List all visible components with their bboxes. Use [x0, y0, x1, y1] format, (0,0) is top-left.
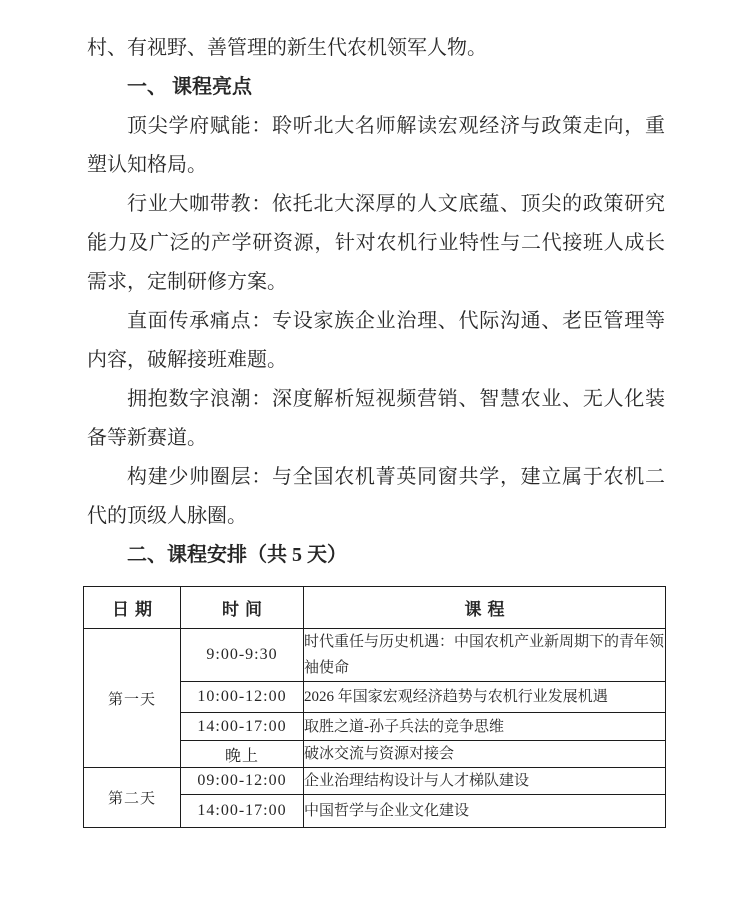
header-time: 时间 — [181, 587, 304, 629]
schedule-day-cell: 第一天 — [84, 629, 181, 768]
schedule-time-cell: 14:00-17:00 — [181, 795, 304, 828]
intro-paragraph-continuation: 村、有视野、善管理的新生代农机领军人物。 — [87, 37, 487, 59]
header-course: 课程 — [304, 587, 666, 629]
section1-paragraph-5: 构建少帅圈层：与全国农机菁英同窗共学，建立属于农机二代的顶级人脉圈。 — [87, 466, 665, 527]
schedule-day-cell: 第二天 — [84, 768, 181, 828]
schedule-course-cell: 破冰交流与资源对接会 — [304, 741, 666, 768]
section1-paragraph-4: 拥抱数字浪潮：深度解析短视频营销、智慧农业、无人化装备等新赛道。 — [87, 388, 665, 449]
schedule-time-cell: 9:00-9:30 — [181, 629, 304, 682]
schedule-time-cell: 09:00-12:00 — [181, 768, 304, 795]
section1-paragraph-1: 顶尖学府赋能：聆听北大名师解读宏观经济与政策走向，重塑认知格局。 — [87, 115, 665, 176]
section1-paragraph-2: 行业大咖带教：依托北大深厚的人文底蕴、顶尖的政策研究能力及广泛的产学研资源，针对农机行业特性与二代接班人成长需求，定制研修方案。 — [87, 193, 665, 293]
section1-paragraph-3: 直面传承痛点：专设家族企业治理、代际沟通、老臣管理等内容，破解接班难题。 — [87, 310, 665, 371]
header-date: 日期 — [84, 587, 181, 629]
schedule-course-cell: 中国哲学与企业文化建设 — [304, 795, 666, 828]
schedule-header-row — [84, 587, 666, 629]
section1-heading: 一、 课程亮点 — [127, 76, 252, 98]
section2-heading: 二、课程安排（共 5 天） — [127, 544, 347, 566]
schedule-time-cell: 14:00-17:00 — [181, 713, 304, 741]
table-row — [84, 629, 666, 682]
schedule-time-cell: 晚上 — [181, 741, 304, 768]
schedule-course-cell: 取胜之道-孙子兵法的竞争思维 — [304, 713, 666, 741]
schedule-course-cell: 2026 年国家宏观经济趋势与农机行业发展机遇 — [304, 682, 666, 713]
schedule-time-cell: 10:00-12:00 — [181, 682, 304, 713]
schedule-course-cell: 企业治理结构设计与人才梯队建设 — [304, 768, 666, 795]
table-row — [84, 768, 666, 795]
schedule-course-cell: 时代重任与历史机遇：中国农机产业新周期下的青年领袖使命 — [304, 629, 666, 682]
schedule-table — [83, 586, 666, 828]
